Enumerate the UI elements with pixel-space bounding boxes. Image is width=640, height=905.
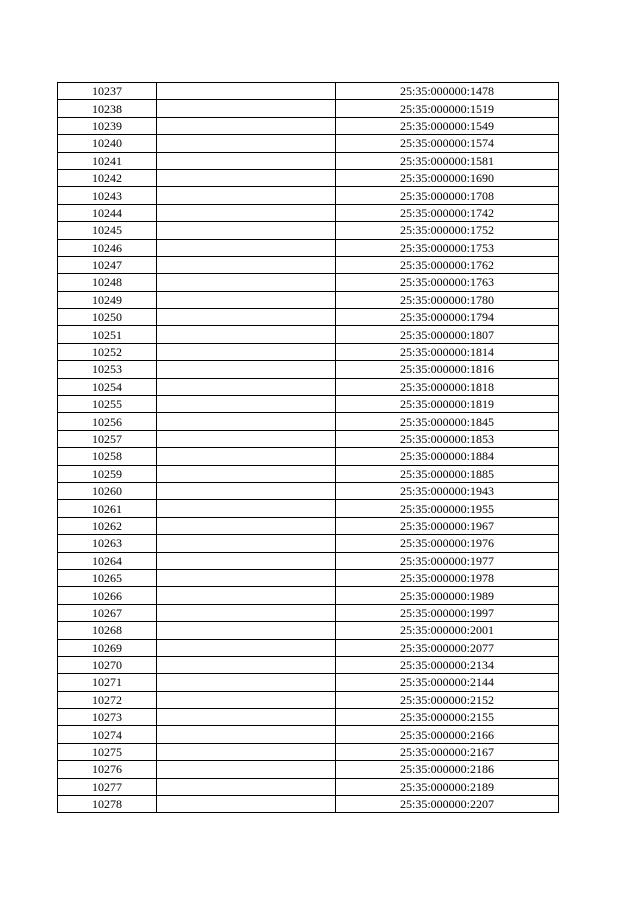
cadastral-number-cell: 25:35:000000:1794	[336, 309, 559, 326]
row-number-cell: 10278	[58, 796, 157, 813]
table-row	[58, 100, 559, 117]
cadastral-number-cell: 25:35:000000:1690	[336, 169, 559, 186]
row-name-cell	[157, 517, 336, 534]
table-body	[58, 83, 559, 813]
row-name-cell	[157, 274, 336, 291]
table-row	[58, 222, 559, 239]
cadastral-number-cell: 25:35:000000:1819	[336, 396, 559, 413]
row-name-cell	[157, 535, 336, 552]
table-row	[58, 135, 559, 152]
row-name-cell	[157, 639, 336, 656]
row-name-cell	[157, 796, 336, 813]
cadastral-number-cell: 25:35:000000:1943	[336, 482, 559, 499]
row-number-cell: 10251	[58, 326, 157, 343]
table-row	[58, 152, 559, 169]
cadastral-number-cell: 25:35:000000:2152	[336, 691, 559, 708]
row-number-cell: 10249	[58, 291, 157, 308]
row-name-cell	[157, 100, 336, 117]
row-name-cell	[157, 239, 336, 256]
row-number-cell: 10269	[58, 639, 157, 656]
cadastral-number-cell: 25:35:000000:1845	[336, 413, 559, 430]
row-name-cell	[157, 396, 336, 413]
table-row	[58, 691, 559, 708]
row-number-cell: 10240	[58, 135, 157, 152]
row-name-cell	[157, 778, 336, 795]
row-number-cell: 10254	[58, 378, 157, 395]
row-number-cell: 10272	[58, 691, 157, 708]
row-name-cell	[157, 361, 336, 378]
table-row	[58, 117, 559, 134]
table-row	[58, 413, 559, 430]
cadastral-number-cell: 25:35:000000:1753	[336, 239, 559, 256]
cadastral-number-cell: 25:35:000000:1519	[336, 100, 559, 117]
row-number-cell: 10259	[58, 465, 157, 482]
table-row	[58, 448, 559, 465]
row-name-cell	[157, 430, 336, 447]
cadastral-number-cell: 25:35:000000:2166	[336, 726, 559, 743]
row-number-cell: 10256	[58, 413, 157, 430]
table-row	[58, 778, 559, 795]
table-row	[58, 239, 559, 256]
table-row	[58, 622, 559, 639]
row-number-cell: 10271	[58, 674, 157, 691]
row-name-cell	[157, 743, 336, 760]
row-name-cell	[157, 152, 336, 169]
table-row	[58, 482, 559, 499]
table-row	[58, 343, 559, 360]
table-row	[58, 465, 559, 482]
cadastral-number-cell: 25:35:000000:1708	[336, 187, 559, 204]
row-number-cell: 10253	[58, 361, 157, 378]
table-row	[58, 430, 559, 447]
table-row	[58, 726, 559, 743]
row-name-cell	[157, 204, 336, 221]
cadastral-number-cell: 25:35:000000:1978	[336, 569, 559, 586]
row-number-cell: 10246	[58, 239, 157, 256]
row-number-cell: 10238	[58, 100, 157, 117]
table-row	[58, 274, 559, 291]
row-number-cell: 10274	[58, 726, 157, 743]
row-name-cell	[157, 691, 336, 708]
row-name-cell	[157, 187, 336, 204]
table-row	[58, 83, 559, 100]
row-name-cell	[157, 309, 336, 326]
row-number-cell: 10276	[58, 761, 157, 778]
row-name-cell	[157, 378, 336, 395]
row-number-cell: 10270	[58, 656, 157, 673]
row-number-cell: 10267	[58, 604, 157, 621]
cadastral-number-cell: 25:35:000000:1977	[336, 552, 559, 569]
cadastral-number-cell: 25:35:000000:1807	[336, 326, 559, 343]
table-row	[58, 187, 559, 204]
row-number-cell: 10257	[58, 430, 157, 447]
row-name-cell	[157, 291, 336, 308]
row-name-cell	[157, 326, 336, 343]
cadastral-number-cell: 25:35:000000:1976	[336, 535, 559, 552]
row-name-cell	[157, 656, 336, 673]
cadastral-number-cell: 25:35:000000:1853	[336, 430, 559, 447]
cadastral-number-cell: 25:35:000000:1763	[336, 274, 559, 291]
cadastral-number-cell: 25:35:000000:1574	[336, 135, 559, 152]
row-name-cell	[157, 83, 336, 100]
table-row	[58, 396, 559, 413]
table-row	[58, 535, 559, 552]
row-number-cell: 10241	[58, 152, 157, 169]
row-name-cell	[157, 761, 336, 778]
table-row	[58, 604, 559, 621]
row-number-cell: 10255	[58, 396, 157, 413]
table-row	[58, 709, 559, 726]
row-name-cell	[157, 448, 336, 465]
row-number-cell: 10265	[58, 569, 157, 586]
cadastral-number-cell: 25:35:000000:1816	[336, 361, 559, 378]
row-name-cell	[157, 117, 336, 134]
row-name-cell	[157, 169, 336, 186]
row-number-cell: 10262	[58, 517, 157, 534]
table-row	[58, 204, 559, 221]
cadastral-number-cell: 25:35:000000:1814	[336, 343, 559, 360]
table-row	[58, 517, 559, 534]
row-number-cell: 10248	[58, 274, 157, 291]
row-number-cell: 10239	[58, 117, 157, 134]
cadastral-number-cell: 25:35:000000:1762	[336, 256, 559, 273]
cadastral-number-cell: 25:35:000000:2186	[336, 761, 559, 778]
row-name-cell	[157, 587, 336, 604]
cadastral-number-cell: 25:35:000000:1780	[336, 291, 559, 308]
cadastral-number-cell: 25:35:000000:2167	[336, 743, 559, 760]
row-name-cell	[157, 622, 336, 639]
row-number-cell: 10237	[58, 83, 157, 100]
cadastral-number-cell: 25:35:000000:1818	[336, 378, 559, 395]
row-number-cell: 10242	[58, 169, 157, 186]
cadastral-number-cell: 25:35:000000:1581	[336, 152, 559, 169]
row-name-cell	[157, 465, 336, 482]
table-row	[58, 656, 559, 673]
table-row	[58, 587, 559, 604]
row-number-cell: 10244	[58, 204, 157, 221]
row-name-cell	[157, 726, 336, 743]
table-row	[58, 743, 559, 760]
table-row	[58, 500, 559, 517]
cadastral-number-cell: 25:35:000000:2134	[336, 656, 559, 673]
cadastral-number-cell: 25:35:000000:1967	[336, 517, 559, 534]
row-name-cell	[157, 500, 336, 517]
cadastral-number-cell: 25:35:000000:1997	[336, 604, 559, 621]
row-number-cell: 10263	[58, 535, 157, 552]
row-number-cell: 10260	[58, 482, 157, 499]
table-row	[58, 309, 559, 326]
cadastral-number-cell: 25:35:000000:1742	[336, 204, 559, 221]
row-name-cell	[157, 222, 336, 239]
cadastral-number-cell: 25:35:000000:1989	[336, 587, 559, 604]
table-row	[58, 256, 559, 273]
row-number-cell: 10243	[58, 187, 157, 204]
row-name-cell	[157, 604, 336, 621]
table-row	[58, 761, 559, 778]
row-name-cell	[157, 135, 336, 152]
row-number-cell: 10247	[58, 256, 157, 273]
cadastral-number-cell: 25:35:000000:1884	[336, 448, 559, 465]
cadastral-number-cell: 25:35:000000:2155	[336, 709, 559, 726]
cadastral-number-cell: 25:35:000000:2077	[336, 639, 559, 656]
row-name-cell	[157, 552, 336, 569]
row-name-cell	[157, 343, 336, 360]
cadastral-number-cell: 25:35:000000:1885	[336, 465, 559, 482]
row-number-cell: 10273	[58, 709, 157, 726]
table-row	[58, 291, 559, 308]
row-number-cell: 10275	[58, 743, 157, 760]
data-table	[57, 82, 559, 813]
row-number-cell: 10258	[58, 448, 157, 465]
row-name-cell	[157, 256, 336, 273]
table-row	[58, 552, 559, 569]
table-row	[58, 326, 559, 343]
cadastral-number-cell: 25:35:000000:2001	[336, 622, 559, 639]
row-number-cell: 10264	[58, 552, 157, 569]
table-row	[58, 639, 559, 656]
row-number-cell: 10250	[58, 309, 157, 326]
row-number-cell: 10261	[58, 500, 157, 517]
cadastral-number-cell: 25:35:000000:2144	[336, 674, 559, 691]
row-name-cell	[157, 674, 336, 691]
table-row	[58, 169, 559, 186]
row-number-cell: 10266	[58, 587, 157, 604]
row-number-cell: 10252	[58, 343, 157, 360]
table-row	[58, 796, 559, 813]
row-number-cell: 10277	[58, 778, 157, 795]
row-number-cell: 10268	[58, 622, 157, 639]
table-row	[58, 378, 559, 395]
table-row	[58, 569, 559, 586]
cadastral-number-cell: 25:35:000000:1549	[336, 117, 559, 134]
cadastral-number-cell: 25:35:000000:1752	[336, 222, 559, 239]
row-name-cell	[157, 709, 336, 726]
cadastral-number-cell: 25:35:000000:2189	[336, 778, 559, 795]
table-row	[58, 674, 559, 691]
cadastral-number-cell: 25:35:000000:1955	[336, 500, 559, 517]
row-name-cell	[157, 482, 336, 499]
cadastral-number-cell: 25:35:000000:1478	[336, 83, 559, 100]
table-row	[58, 361, 559, 378]
cadastral-number-cell: 25:35:000000:2207	[336, 796, 559, 813]
row-name-cell	[157, 569, 336, 586]
row-number-cell: 10245	[58, 222, 157, 239]
row-name-cell	[157, 413, 336, 430]
